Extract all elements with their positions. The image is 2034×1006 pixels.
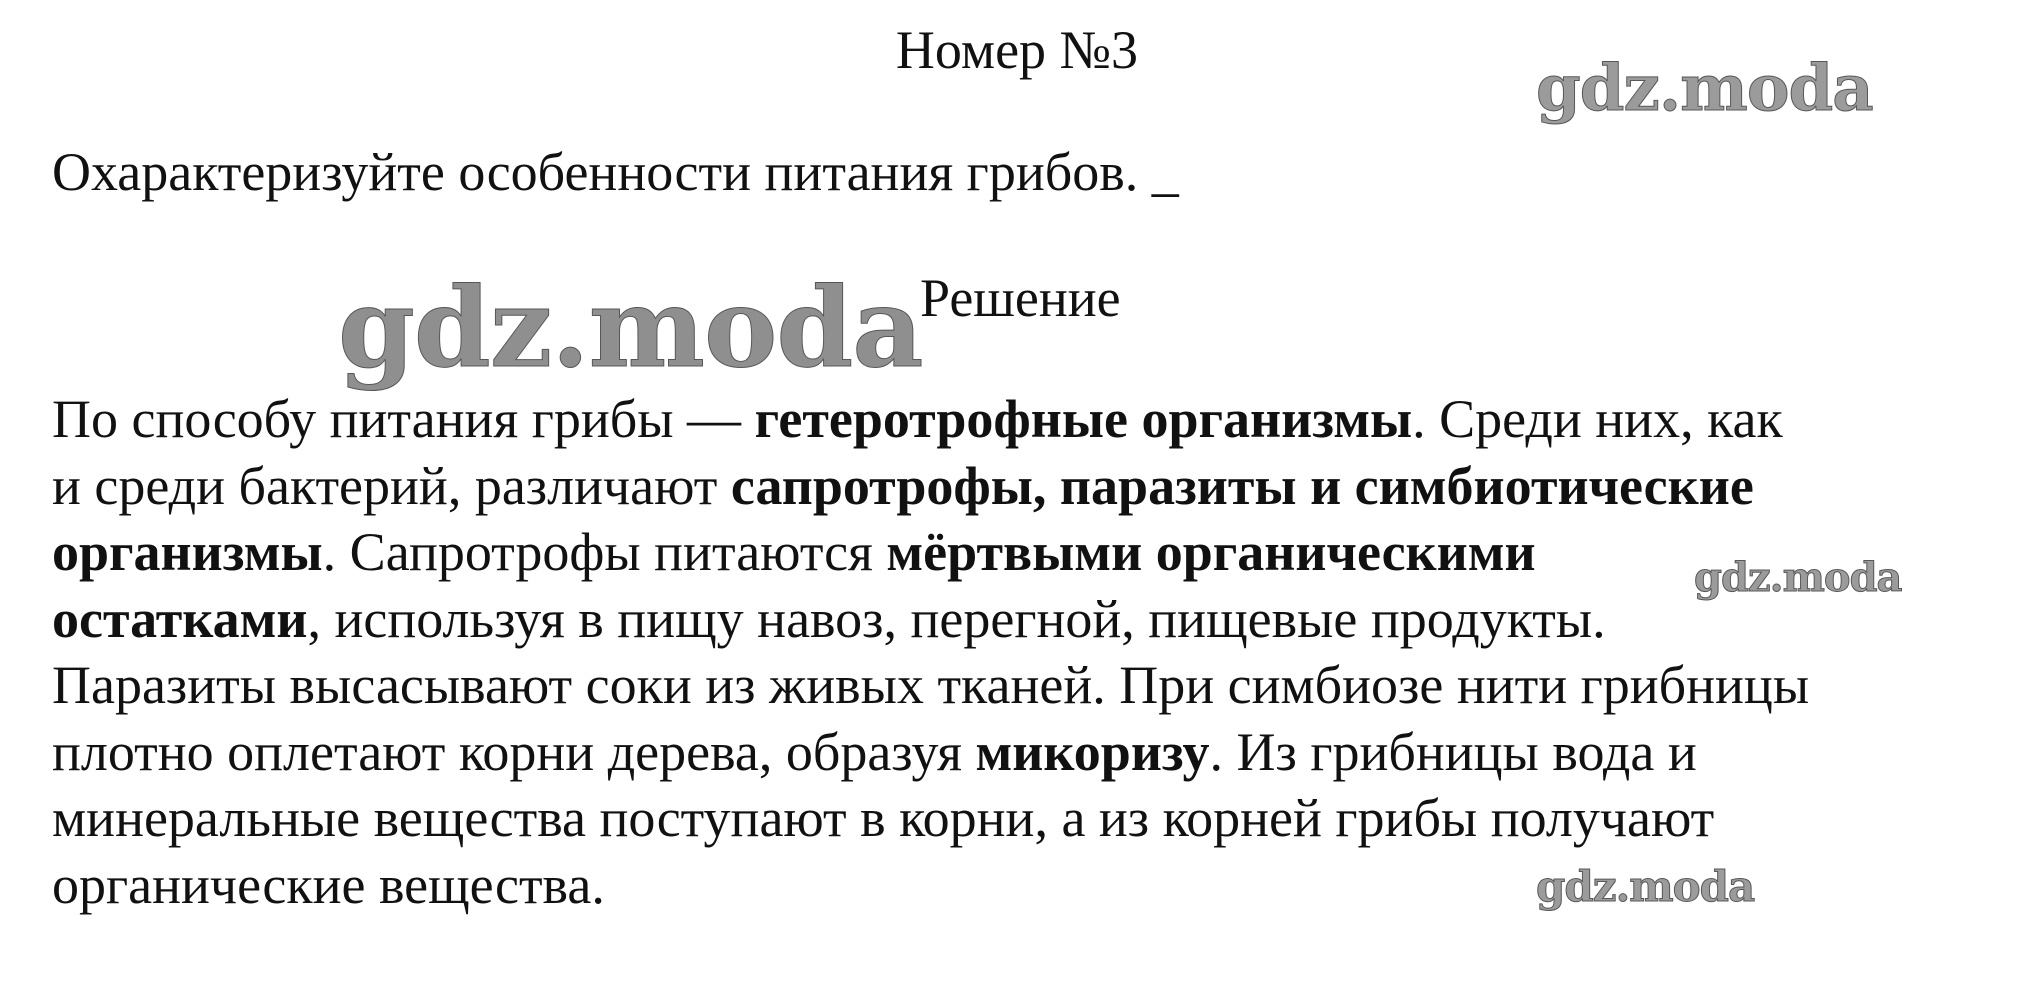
answer-bold-term: остатками <box>52 588 308 649</box>
watermark-logo-top: gdz.moda <box>1536 51 1873 126</box>
answer-line <box>52 719 2012 786</box>
answer-text: и среди бактерий, различают <box>52 455 731 516</box>
answer-line <box>52 785 2012 852</box>
watermark-logo-large: gdz.moda <box>338 263 923 392</box>
watermark-logo-bottom: gdz.moda <box>1536 862 1755 911</box>
answer-text: По способу питания грибы — <box>52 389 755 449</box>
answer-text: . Сапротрофы питаются <box>322 522 887 582</box>
answer-line <box>52 453 2012 520</box>
answer-text: , используя в пищу навоз, перегной, пищевые продукты. <box>307 588 1606 649</box>
answer-bold-term: организмы <box>52 522 323 582</box>
answer-text: . Из грибницы вода и <box>1209 721 1697 782</box>
answer-bold-term: микоризу <box>975 721 1210 782</box>
solution-heading: Решение <box>920 268 1121 328</box>
question-text: Охарактеризуйте особенности питания грибов. _ <box>52 142 1179 202</box>
answer-text: . Среди них, как <box>1412 389 1783 449</box>
answer-bold-term: гетеротрофные организмы <box>754 389 1413 449</box>
answer-text: минеральные вещества поступают в корни, а из корней грибы получают <box>52 788 1715 848</box>
answer-text: плотно оплетают корни дерева, образуя <box>52 721 976 782</box>
answer-text: органические вещества. <box>52 854 605 915</box>
answer-bold-term: сапротрофы, паразиты и симбиотические <box>730 455 1754 516</box>
answer-line <box>52 652 2012 719</box>
answer-bold-term: мёртвыми органическими <box>886 522 1536 582</box>
answer-paragraph <box>52 386 2012 918</box>
answer-line <box>52 386 2012 453</box>
watermark-logo-mid: gdz.moda <box>1694 554 1902 601</box>
page-title: Номер №3 <box>895 20 1139 80</box>
answer-text: Паразиты высасывают соки из живых тканей. При симбиозе нити грибницы <box>52 655 1810 715</box>
